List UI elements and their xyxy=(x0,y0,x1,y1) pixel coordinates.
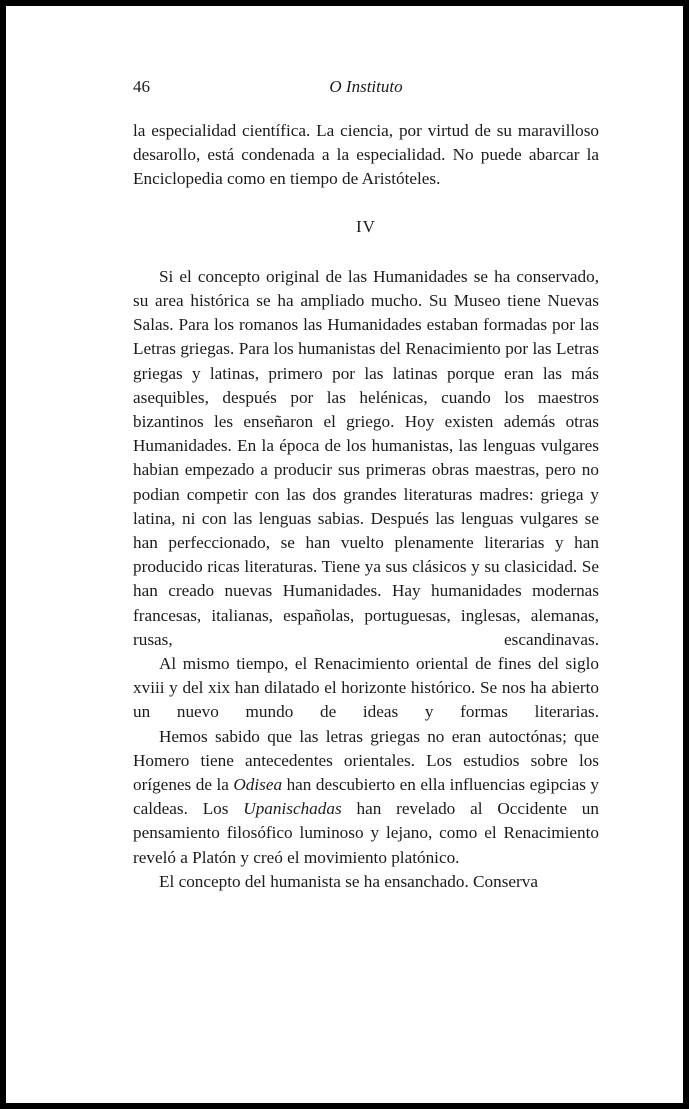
page-header xyxy=(133,77,599,101)
title-odisea: Odisea xyxy=(233,775,283,795)
title-upanischadas: Upanischadas xyxy=(243,799,342,819)
paragraph-origenes xyxy=(133,725,599,870)
running-title: O Instituto xyxy=(329,77,403,96)
paragraph-origenes-part-a: Hemos sabido que las letras griegas no eran autoctónas; que Homero tiene antecedentes orientales. Los estudios sobre los orígenes de la xyxy=(133,726,599,795)
book-page xyxy=(6,6,683,1103)
paragraph-renacimiento-oriental: Al mismo tiempo, el Renacimiento oriental de fines del siglo xviii y del xix han dilatado el horizonte histórico. Se nos ha abierto un nuevo mundo de ideas y formas literarias. xyxy=(133,654,599,722)
paragraph-origenes-part-c: han revelado al Occidente un pensamiento filosófico luminoso y lejano, como el Renacimiento reveló a Platón y creó el movimiento platónico. xyxy=(133,799,599,867)
paragraph-origenes-part-b: han descubierto en ella influencias egipcias y caldeas. Los xyxy=(133,775,599,819)
page-number: 46 xyxy=(133,77,150,96)
continued-paragraph: la especialidad científica. La ciencia, por virtud de su maravilloso desarollo, está condenada a la especialidad. No puede abarcar la Enciclopedia como en tiempo de Aristóteles. xyxy=(133,121,599,189)
paragraph-concepto-humanista: El concepto del humanista se ha ensanchado. Conserva xyxy=(159,871,538,891)
paragraph-humanidades: Si el concepto original de las Humanidades se ha conservado, su area histórica se ha ampliado mucho. Su Museo tiene Nuevas Salas. Para los romanos las Humanidades estaban formadas por las Letras griegas. Para los humanistas del Renacimiento por las Letras griegas y latinas, primero por las latinas porque eran las más asequibles, después por las helénicas, cuando los maestros bizantinos les enseñaron el griego. Hoy existen además otras Humanidades. En la época de los humanistas, las lenguas vulgares habian empezado a producir sus primeras obras maestras, pero no podian competir con las dos grandes literaturas madres: griega y latina, ni con las lenguas sabias. Después las lenguas vulgares se han perfeccionado, se han vuelto plenamente literarias y han producido ricas literaturas. Tiene ya sus clásicos y su clasicidad. Se han creado nuevas Humanidades. Hay humanidades modernas francesas, italianas, españolas, portuguesas, inglesas, alemanas, rusas, escandinavas. xyxy=(133,266,599,649)
body-text xyxy=(133,119,599,894)
section-heading: IV xyxy=(356,216,376,236)
